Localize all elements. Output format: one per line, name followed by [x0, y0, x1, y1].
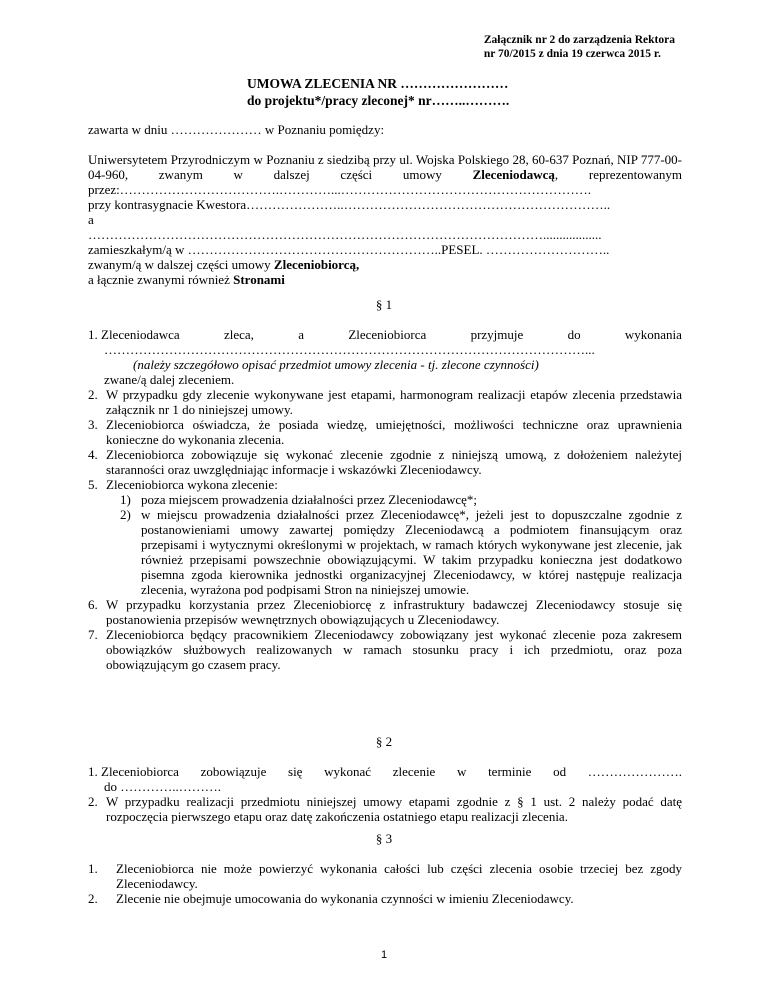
party2-role: Zleceniobiorcą,	[273, 257, 360, 272]
list-item	[88, 597, 682, 627]
section3-title: § 3	[375, 831, 393, 846]
s1-word: 1. Zleceniodawca	[88, 327, 180, 342]
item-text: W przypadku realizacji przedmiotu niniejszej umowy etapami zgodnie z § 1 ust. 2 należy podać datę rozpoczęcia pierwszego etapu oraz datę zakończenia ostatniego etapu realizacji zlecenia.	[106, 794, 682, 824]
item-number: 2.	[88, 794, 98, 809]
party1-text: Uniwersytetem Przyrodniczym w Poznaniu z siedzibą przy ul. Wojska Polskiego 28, 60-637 Poznań, NIP 777-00-04-960, zwanym w dalszej części umowy	[88, 152, 682, 182]
sub-item-text: poza miejscem prowadzenia działalności przez Zleceniodawcę*;	[141, 492, 478, 507]
item-number: 3.	[88, 417, 98, 432]
party2-address-line: zamieszkałym/ą w …………………………………………………..PESEL. ………………………..	[88, 242, 610, 257]
party2-role-text: zwanym/ą w dalszej części umowy	[88, 257, 274, 272]
s2-word: 1. Zleceniobiorca	[88, 764, 179, 779]
party1-paragraph	[88, 152, 682, 197]
sub-item-text: w miejscu prowadzenia działalności przez Zleceniodawcę*, jeżeli jest to dopuszczalne zgodnie z postanowieniami umowy zawartej pomiędzy Zleceniodawcą a podmiotem finansującym oraz przepisami i wytycznymi określonymi w projektach, w ramach których wykonywane jest zlecenie, jak również przepisami powszechnie obowiązującymi. W takim przypadku konieczna jest dodatkowo pisemna zgoda kierownika jednostki organizacyjnej Zleceniodawcy, w której następuje realizacja zlecenia, wyrażona pod podpisami Stron na niniejszej umowie.	[141, 507, 682, 597]
title-line1: UMOWA ZLECENIA NR ……………………	[247, 76, 509, 91]
s2-word: zlecenie	[392, 764, 436, 779]
s1-word: przyjmuje	[470, 327, 524, 342]
list-item	[88, 891, 682, 906]
section1-body	[88, 327, 682, 672]
s2-word: terminie	[488, 764, 532, 779]
list-item	[88, 447, 682, 477]
sub-item-number: 2)	[120, 507, 131, 522]
section3-body	[88, 861, 682, 906]
item-number: 5.	[88, 477, 98, 492]
section2-title: § 2	[375, 734, 393, 749]
intro-line: zawarta w dniu ………………… w Poznaniu pomiędzy:	[88, 122, 385, 137]
s2-word: ………………….	[587, 764, 682, 779]
conjunction-a: a	[88, 212, 94, 227]
sub-item	[106, 507, 682, 597]
list-item	[88, 387, 682, 417]
s2-word: zobowiązuje	[200, 764, 267, 779]
title-line2: do projektu*/pracy zleconej* nr……..……….	[247, 93, 510, 108]
attachment-header	[484, 33, 675, 61]
countersignature-line: przy kontrasygnacie Kwestora…………………..……………………………………………………..	[88, 197, 611, 212]
s1-word: zleca,	[223, 327, 254, 342]
item-text: W przypadku gdy zlecenie wykonywane jest etapami, harmonogram realizacji etapów zlecenia przedstawia załącznik nr 1 do niniejszej umowy.	[106, 387, 682, 417]
document-title	[247, 75, 509, 109]
item-number: 2.	[88, 387, 98, 402]
sub-item	[106, 492, 682, 507]
item-text: Zleceniobiorca będący pracownikiem Zleceniodawcy zobowiązany jest wykonać zlecenie poza zakresem obowiązków służbowych realizowanych w ramach stosunku pracy i ich przedmiotu, oraz poza obowiązującym go czasem pracy.	[106, 627, 682, 672]
item-text: W przypadku korzystania przez Zleceniobiorcę z infrastruktury badawczej Zleceniodawcy stosuje się postanowienia przepisów wewnętrznych obowiązujących u Zleceniodawcy.	[106, 597, 682, 627]
s1-word: Zleceniobiorca	[348, 327, 427, 342]
s1-word: wykonania	[624, 327, 682, 342]
section1-list	[88, 387, 682, 672]
item-number: 7.	[88, 627, 98, 642]
party2-role-line	[88, 257, 682, 272]
attachment-header-line2: nr 70/2015 z dnia 19 czerwca 2015 r.	[483, 48, 661, 60]
section2-body	[88, 764, 682, 824]
section1-item1-dots: …………………………………………………………………………………………………...	[104, 342, 595, 357]
item-text: Zleceniobiorca nie może powierzyć wykonania całości lub części zlecenia osobie trzeciej bez zgody Zleceniodawcy.	[116, 861, 682, 891]
item-number: 6.	[88, 597, 98, 612]
s2-word: się	[288, 764, 303, 779]
attachment-header-line1: Załącznik nr 2 do zarządzenia Rektora	[483, 34, 675, 46]
s1-word: do	[567, 327, 581, 342]
item-number: 1.	[88, 861, 98, 876]
party1-role: Zleceniodawcą	[472, 167, 555, 182]
list-item	[88, 794, 682, 824]
item-number: 4.	[88, 447, 98, 462]
list-item	[88, 627, 682, 672]
section1-item1-end: zwane/ą dalej zleceniem.	[104, 372, 235, 387]
parties-collective-term: Stronami	[233, 272, 285, 287]
s2-word: wykonać	[324, 764, 372, 779]
section1-item1-note: (należy szczegółowo opisać przedmiot umowy zlecenia - tj. zlecone czynności)	[133, 357, 539, 372]
party1-representation: , reprezentowanym przez:……………………………….…………...………………………………………………….	[88, 167, 682, 197]
section3-list	[88, 861, 682, 906]
section2-item1-line	[88, 764, 682, 779]
section1-title: § 1	[375, 297, 393, 312]
item-text: Zleceniobiorca zobowiązuje się wykonać zlecenie zgodnie z niniejszą umową, z dołożeniem należytej staranności oraz uwzględniając informacje i wskazówki Zleceniodawcy.	[106, 447, 682, 477]
party2-name-line: ……………………………………………………………………………………………..................	[88, 227, 602, 242]
parties-collective-line	[88, 272, 682, 287]
parties-block	[88, 152, 682, 287]
list-item	[88, 417, 682, 447]
parties-collective-text: a łącznie zwanymi również	[88, 272, 234, 287]
section1-item1-line	[88, 327, 682, 342]
item-text: Zlecenie nie obejmuje umocowania do wykonania czynności w imieniu Zleceniodawcy.	[116, 891, 574, 906]
page-number: 1	[380, 949, 388, 961]
item-number: 2.	[88, 891, 98, 906]
list-item	[88, 861, 682, 891]
list-item	[88, 477, 682, 597]
section2-item1-end: do …………..……….	[104, 779, 221, 794]
s2-word: w	[457, 764, 467, 779]
item-text: Zleceniobiorca oświadcza, że posiada wiedzę, umiejętności, możliwości techniczne oraz uprawnienia konieczne do wykonania zlecenia.	[106, 417, 682, 447]
s1-word: a	[298, 327, 305, 342]
sub-item-number: 1)	[120, 492, 131, 507]
s2-word: od	[553, 764, 567, 779]
item-text: Zleceniobiorca wykona zlecenie:	[106, 477, 278, 492]
